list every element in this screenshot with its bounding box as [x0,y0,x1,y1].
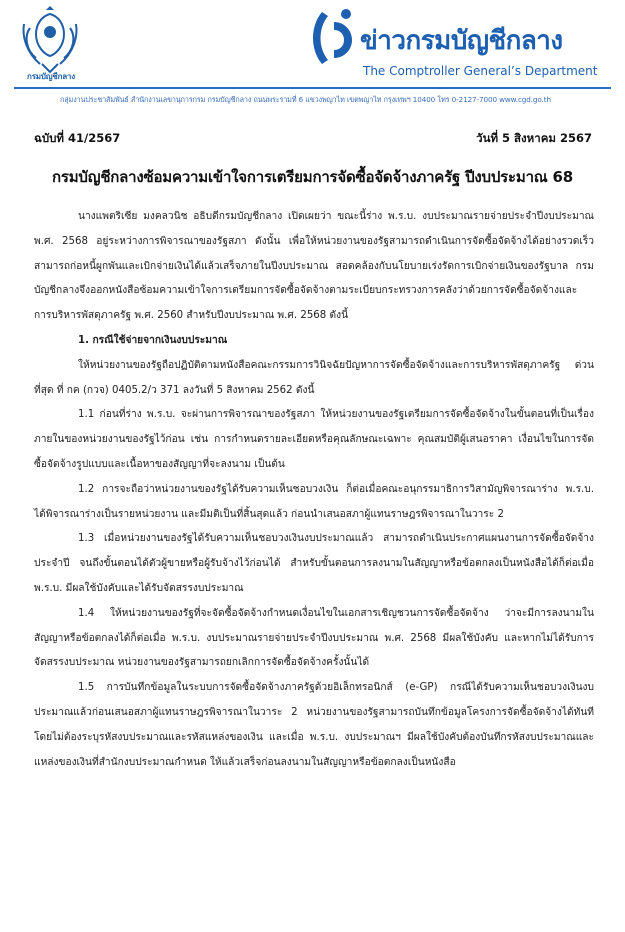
item-1-2: 1.2 การจะถือว่าหน่วยงานของรัฐได้รับความเห็นชอบวงเงิน ก็ต่อเมื่อคณะอนุกรรมาธิการวิสามัญพิจารณาร่าง พ.ร.บ. ได้พิจารณาร่างเป็นรายหน่วยงาน และมีมติเป็นที่สิ้นสุดแล้ว ก่อนนำเสนอสภาผู้แทนราษฎรพิจารณาในวาระ 2 [34,483,594,520]
item-1-4: 1.4 ให้หน่วยงานของรัฐที่จะจัดซื้อจัดจ้างกำหนดเงื่อนไขในเอกสารเชิญชวนการจัดซื้อจัดจ้าง ว่าจะมีการลงนามในสัญญาหรือข้อตกลงได้ก็ต่อเมื่อ พ.ร.บ. งบประมาณรายจ่ายประจำปีงบประมาณ พ.ศ. 2568 มีผลใช้บังคับ และหากไม่ได้รับการจัดสรรงบประมาณ หน่วยงานของรัฐสามารถยกเลิกการจัดซื้อจัดจ้างครั้งนั้นได้ [34,607,594,669]
brand-subtitle: The Comptroller General’s Department [363,64,598,78]
intro-paragraph: นางแพตริเซีย มงคลวนิช อธิบดีกรมบัญชีกลาง เปิดเผยว่า ขณะนี้ร่าง พ.ร.บ. งบประมาณรายจ่ายประจำปีงบประมาณ พ.ศ. 2568 อยู่ระหว่างการพิจารณาของรัฐสภา ดังนั้น เพื่อให้หน่วยงานของรัฐสามารถดำเนินการจัดซื้อจัดจ้างได้อย่างรวดเร็ว สามารถก่อหนี้ผูกพันและเบิกจ่ายเงินได้แล้วเสร็จภายในปีงบประมาณ สอดคล้องกับนโยบายเร่งรัดการเบิกจ่ายเงินของรัฐบาล กรมบัญชีกลางจึงออกหนังสือซ้อมความเข้าใจการเตรียมการจัดซื้อจัดจ้างตามระเบียบกระทรวงการคลังว่าด้วยการจัดซื้อจัดจ้างและการบริหารพัสดุภาครัฐ พ.ศ. 2560 สำหรับปีงบประมาณ พ.ศ. 2568 ดังนี้ [34,211,594,322]
emblem-caption: กรมบัญชีกลาง [27,72,75,81]
header-divider [14,87,611,89]
issue-number: ฉบับที่ 41/2567 [34,131,121,145]
brand-block [308,4,608,78]
brand-title: ข่าวกรมบัญชีกลาง [360,26,563,56]
section-1-lead: ให้หน่วยงานของรัฐถือปฏิบัติตามหนังสือคณะกรรมการวินิจฉัยปัญหาการจัดซื้อจัดจ้างและการบริหารพัสดุภาครัฐ ด่วนที่สุด ที่ กค (กวจ) 0405.2/ว 371 ลงวันที่ 5 สิงหาคม 2562 ดังนี้ [34,359,594,396]
press-release-title: กรมบัญชีกลางซ้อมความเข้าใจการเตรียมการจัดซื้อจัดจ้างภาครัฐ ปีงบประมาณ 68 [51,168,574,186]
department-emblem-icon [20,6,80,78]
letterhead [0,0,625,108]
contact-line: กลุ่มงานประชาสัมพันธ์ สำนักงานเลขานุการกรม กรมบัญชีกลาง ถนนพระรามที่ 6 แขวงพญาไท เขตพญาไท กรุงเทพฯ 10400 โทร 0-2127-7000 www.cgd.go.th [60,95,551,104]
item-1-5: 1.5 การบันทึกข้อมูลในระบบการจัดซื้อจัดจ้างภาครัฐด้วยอิเล็กทรอนิกส์ (e-GP) กรณีได้รับความเห็นชอบวงเงินงบประมาณแล้วก่อนเสนอสภาผู้แทนราษฎรพิจารณาในวาระ 2 หน่วยงานของรัฐสามารถบันทึกข้อมูลโครงการจัดซื้อจัดจ้างได้ทันที โดยไม่ต้องระบุรหัสงบประมาณและรหัสแหล่งของเงิน และเมื่อ พ.ร.บ. งบประมาณฯ มีผลใช้บังคับต้องบันทึกรหัสงบประมาณและแหล่งของเงินที่สำนักงบประมาณกำหนด ให้แล้วเสร็จก่อนลงนามในสัญญาหรือข้อตกลงเป็นหนังสือ [34,682,594,768]
press-release-body [34,205,594,775]
brand-mark-icon [308,4,358,70]
item-1-1: 1.1 ก่อนที่ร่าง พ.ร.บ. จะผ่านการพิจารณาของรัฐสภา ให้หน่วยงานของรัฐเตรียมการจัดซื้อจัดจ้างในขั้นตอนที่เป็นเรื่องภายในของหน่วยงานของรัฐไว้ก่อน เช่น การกำหนดรายละเอียดหรือคุณลักษณะเฉพาะ คุณสมบัติผู้เสนอราคา เงื่อนไขในการจัดซื้อจัดจ้างรูปแบบและเนื้อหาของสัญญาที่จะลงนาม เป็นต้น [34,409,594,470]
section-1-heading: 1. กรณีใช้จ่ายจากเงินงบประมาณ [78,334,228,346]
issue-date: วันที่ 5 สิงหาคม 2567 [476,131,592,145]
item-1-3: 1.3 เมื่อหน่วยงานของรัฐได้รับความเห็นชอบวงเงินงบประมาณแล้ว สามารถดำเนินประกาศแผนงานการจัดซื้อจัดจ้างประจำปี จนถึงขั้นตอนได้ตัวผู้ขายหรือผู้รับจ้างไว้ก่อนได้ สำหรับขั้นตอนการลงนามในสัญญาหรือข้อตกลงเป็นหนังสือได้ก็ต่อเมื่อ พ.ร.บ. มีผลใช้บังคับและได้รับจัดสรรงบประมาณ [34,533,594,594]
